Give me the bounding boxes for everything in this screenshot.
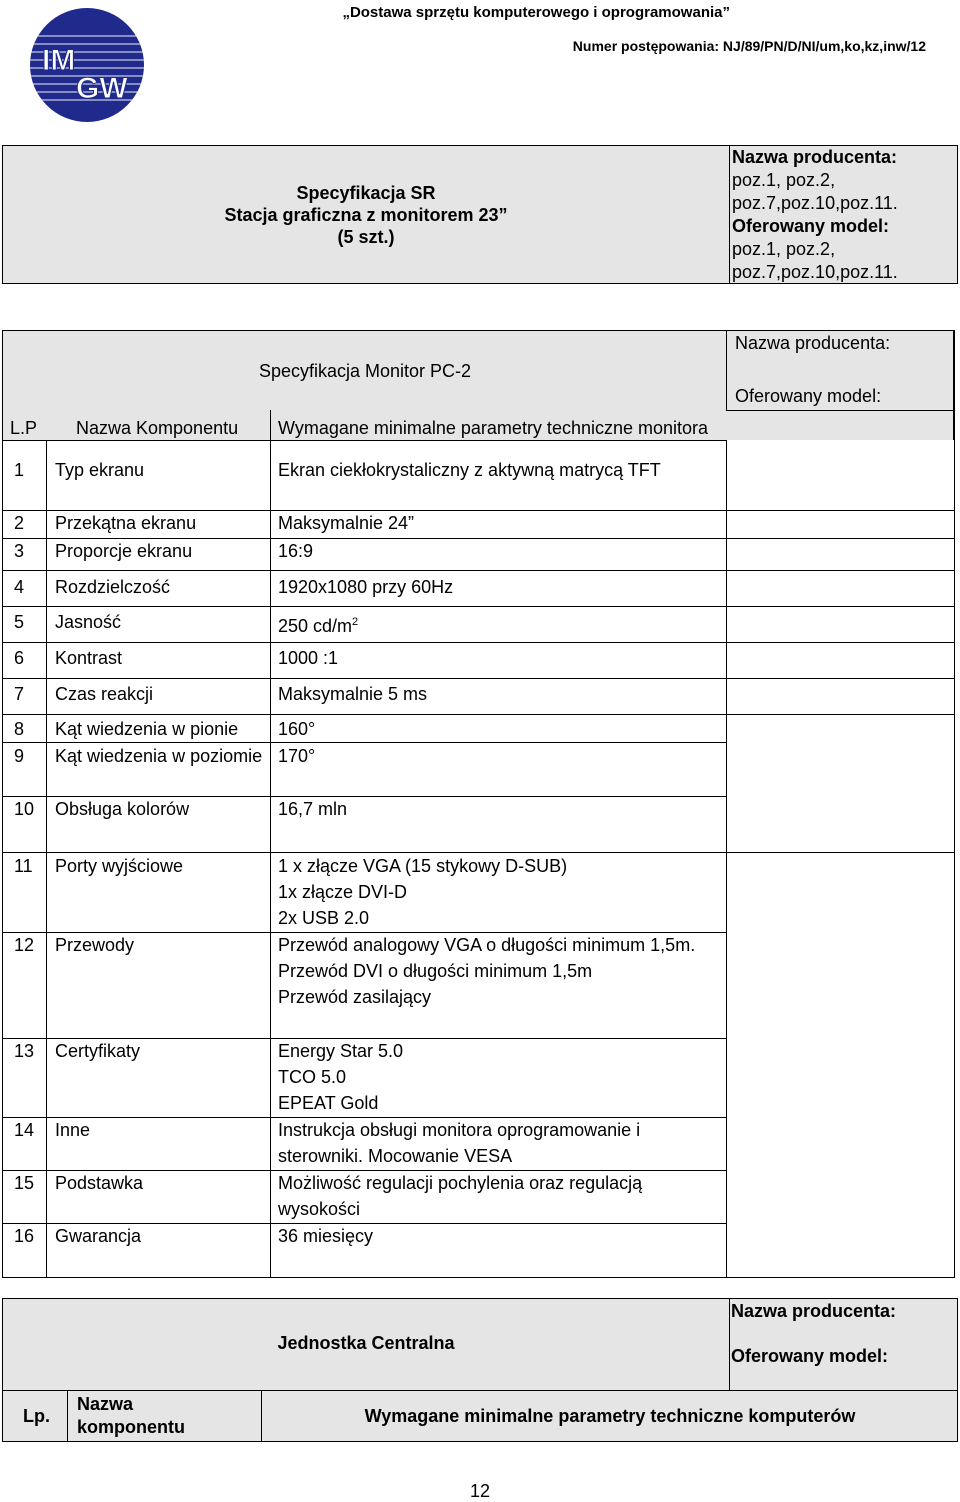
col-lp: L.P — [10, 418, 38, 438]
col-component: Nazwa Komponentu — [76, 418, 239, 438]
jc-spec-table — [2, 1298, 958, 1442]
monitor-producer-label: Nazwa producenta: — [735, 333, 891, 353]
document-title: „Dostawa sprzętu komputerowego i oprogramowania” — [342, 4, 730, 21]
col-params: Wymagane minimalne parametry techniczne monitora — [278, 418, 709, 438]
monitor-model-label: Oferowany model: — [735, 386, 882, 406]
sr-title: Specyfikacja SR Stacja graficzna z monitorem 23” (5 szt.) — [224, 182, 508, 247]
jc-title: Jednostka Centralna — [277, 1333, 455, 1353]
jc-col-lp: Lp. — [23, 1406, 50, 1426]
jc-col-params: Wymagane minimalne parametry techniczne komputerów — [364, 1406, 856, 1426]
jc-model-label: Oferowany model: — [731, 1346, 889, 1366]
imgw-logo — [28, 6, 146, 124]
monitor-title: Specyfikacja Monitor PC-2 — [258, 361, 472, 381]
sr-producer-cell: Nazwa producenta: poz.1, poz.2, poz.7,poz.10,poz.11. Oferowany model: poz.1, poz.2, poz.7,poz.10,poz.11. — [732, 147, 898, 282]
page-number: 12 — [469, 1481, 491, 1501]
svg-text:IM: IM — [42, 44, 76, 77]
procedure-number: Numer postępowania: NJ/89/PN/D/NI/um,ko,kz,inw/12 — [572, 38, 926, 54]
svg-text:GW: GW — [76, 72, 128, 105]
sr-spec-table — [2, 145, 958, 284]
jc-col-component: Nazwa komponentu — [77, 1394, 185, 1437]
jc-producer-label: Nazwa producenta: — [731, 1301, 897, 1321]
